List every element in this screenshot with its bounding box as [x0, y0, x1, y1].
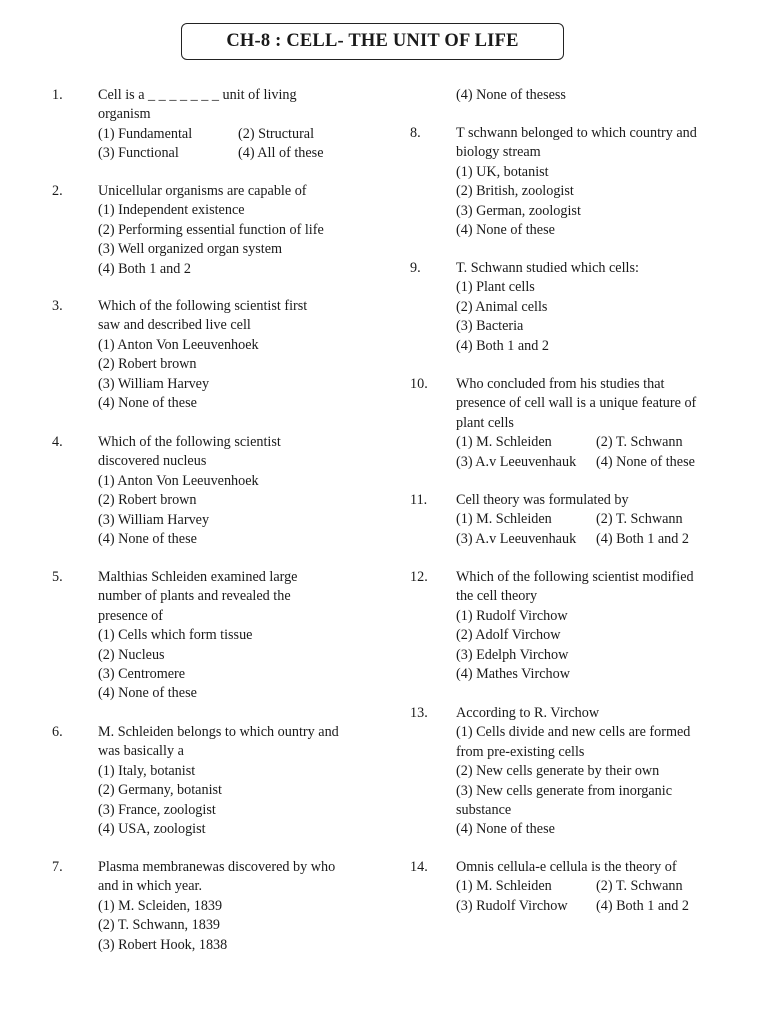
- option: (3) France, zoologist: [98, 801, 216, 818]
- option: (3) A.v Leeuvenhauk: [456, 530, 577, 547]
- option: (1) Cells divide and new cells are formed: [456, 724, 691, 741]
- option: substance: [456, 801, 512, 818]
- option: (1) Anton Von Leeuvenhoek: [98, 472, 259, 489]
- option: (1) Plant cells: [456, 279, 535, 296]
- option: (2) Germany, botanist: [98, 782, 222, 799]
- question-body: [456, 375, 696, 472]
- question-body: [456, 858, 689, 916]
- question-number: 13.: [410, 705, 428, 721]
- option: (1) M. Schleiden: [456, 434, 552, 451]
- option: (1) Anton Von Leeuvenhoek: [98, 336, 259, 353]
- question-text: T. Schwann studied which cells:: [456, 260, 639, 276]
- question-body: [98, 86, 324, 164]
- question-number: 9.: [410, 260, 421, 276]
- option: (3) William Harvey: [98, 375, 210, 392]
- option: (3) New cells generate from inorganic: [456, 782, 673, 799]
- option: (4) None of these: [98, 685, 197, 702]
- option-row: [456, 530, 689, 549]
- question-number: 1.: [52, 87, 63, 103]
- question-text: Cell is a _ _ _ _ _ _ _ unit of living: [98, 87, 297, 103]
- question-body: [98, 723, 339, 839]
- question-text: Cell theory was formulated by: [456, 492, 629, 508]
- option-row: [456, 897, 689, 916]
- question-text: Omnis cellula-e cellula is the theory of: [456, 859, 677, 875]
- question-body: [98, 433, 281, 549]
- question-text: Which of the following scientist: [98, 434, 281, 450]
- option: (3) Rudolf Virchow: [456, 897, 568, 914]
- question-body: [456, 568, 694, 684]
- question-number: 8.: [410, 125, 421, 141]
- question-text: saw and described live cell: [98, 317, 251, 334]
- option: from pre-existing cells: [456, 743, 585, 760]
- option: (3) Bacteria: [456, 318, 524, 335]
- question-number: 2.: [52, 183, 63, 199]
- question-body: [98, 858, 335, 955]
- option: (2) Structural: [238, 125, 315, 142]
- question-text: and in which year.: [98, 878, 203, 895]
- question-body: [98, 568, 297, 704]
- option: (4) Mathes Virchow: [456, 665, 570, 682]
- question-number: 12.: [410, 569, 428, 585]
- question-body: [456, 124, 697, 240]
- question-body: [456, 704, 690, 840]
- question-number: 3.: [52, 298, 63, 314]
- option: (1) M. Schleiden: [456, 511, 552, 528]
- question-text: Malthias Schleiden examined large: [98, 569, 298, 585]
- question-text: discovered nucleus: [98, 453, 207, 470]
- option-row: [456, 510, 689, 529]
- option: (1) Independent existence: [98, 202, 245, 219]
- question-text: plant cells: [456, 414, 514, 431]
- option: (4) USA, zoologist: [98, 820, 206, 837]
- option: (4) None of these: [456, 821, 555, 838]
- option: (3) Centromere: [98, 665, 186, 682]
- option: (4) None of these: [596, 453, 695, 470]
- option: (4) Both 1 and 2: [456, 337, 549, 354]
- option: (2) Robert brown: [98, 492, 197, 509]
- option: (1) Italy, botanist: [98, 762, 196, 779]
- page-title: CH-8 : CELL- THE UNIT OF LIFE: [181, 23, 564, 60]
- option-row: [456, 877, 689, 896]
- option: (4) None of these: [98, 394, 197, 411]
- question-text: M. Schleiden belongs to which ountry and: [98, 724, 339, 740]
- question-text: biology stream: [456, 144, 541, 161]
- option: (2) Adolf Virchow: [456, 627, 561, 644]
- option: (1) Cells which form tissue: [98, 627, 253, 644]
- question-text: Plasma membranewas discovered by who: [98, 859, 336, 875]
- option-row: [98, 144, 324, 163]
- question-text: Unicellular organisms are capable of: [98, 183, 307, 199]
- option: (2) New cells generate by their own: [456, 763, 660, 780]
- question-body: [456, 86, 566, 105]
- question-body: [456, 491, 689, 549]
- option: (2) T. Schwann: [596, 434, 683, 451]
- question-text: Who concluded from his studies that: [456, 376, 665, 392]
- question-number: 4.: [52, 434, 63, 450]
- option: (1) M. Schleiden: [456, 878, 552, 895]
- question-number: 14.: [410, 859, 428, 875]
- option: (3) Edelph Virchow: [456, 646, 569, 663]
- option: (3) Well organized organ system: [98, 241, 283, 258]
- option: (2) Animal cells: [456, 298, 548, 315]
- question-text: Which of the following scientist modified: [456, 569, 694, 585]
- option: (4) None of these: [456, 221, 555, 238]
- option: (2) Robert brown: [98, 356, 197, 373]
- option: (2) British, zoologist: [456, 183, 574, 200]
- option: (3) A.v Leeuvenhauk: [456, 453, 577, 470]
- option: (4) Both 1 and 2: [596, 897, 689, 914]
- question-number: 10.: [410, 376, 428, 392]
- option: (4) Both 1 and 2: [98, 260, 191, 277]
- option: (2) T. Schwann: [596, 878, 683, 895]
- option: (4) None of thesess: [456, 87, 566, 103]
- option: (4) None of these: [98, 530, 197, 547]
- question-text: organism: [98, 106, 151, 123]
- option: (1) Fundamental: [98, 125, 193, 142]
- option: (3) Robert Hook, 1838: [98, 936, 228, 953]
- option: (3) Functional: [98, 145, 179, 162]
- question-text: T schwann belonged to which country and: [456, 125, 697, 141]
- question-number: 11.: [410, 492, 428, 508]
- option: (2) T. Schwann, 1839: [98, 917, 221, 934]
- option: (1) Rudolf Virchow: [456, 607, 568, 624]
- question-number: 5.: [52, 569, 63, 585]
- question-number: 6.: [52, 724, 63, 740]
- option: (3) German, zoologist: [456, 202, 581, 219]
- option: (1) UK, botanist: [456, 163, 549, 180]
- question-text: the cell theory: [456, 588, 538, 605]
- question-text: According to R. Virchow: [456, 705, 600, 721]
- question-text: was basically a: [98, 743, 184, 760]
- question-body: [98, 182, 324, 279]
- option: (4) Both 1 and 2: [596, 530, 689, 547]
- question-text: Which of the following scientist first: [98, 298, 308, 314]
- question-text: number of plants and revealed the: [98, 588, 291, 605]
- option-row: [98, 125, 324, 144]
- option: (1) M. Scleiden, 1839: [98, 897, 223, 914]
- question-text: presence of: [98, 607, 163, 624]
- question-text: presence of cell wall is a unique feature of: [456, 395, 697, 412]
- option-row: [456, 433, 696, 452]
- option: (3) William Harvey: [98, 511, 210, 528]
- question-number: 7.: [52, 859, 63, 875]
- option: (2) Nucleus: [98, 646, 165, 663]
- question-body: [456, 259, 639, 356]
- option: (2) T. Schwann: [596, 511, 683, 528]
- question-body: [98, 297, 307, 413]
- option-row: [456, 453, 696, 472]
- option: (4) All of these: [238, 145, 324, 162]
- option: (2) Performing essential function of life: [98, 221, 324, 238]
